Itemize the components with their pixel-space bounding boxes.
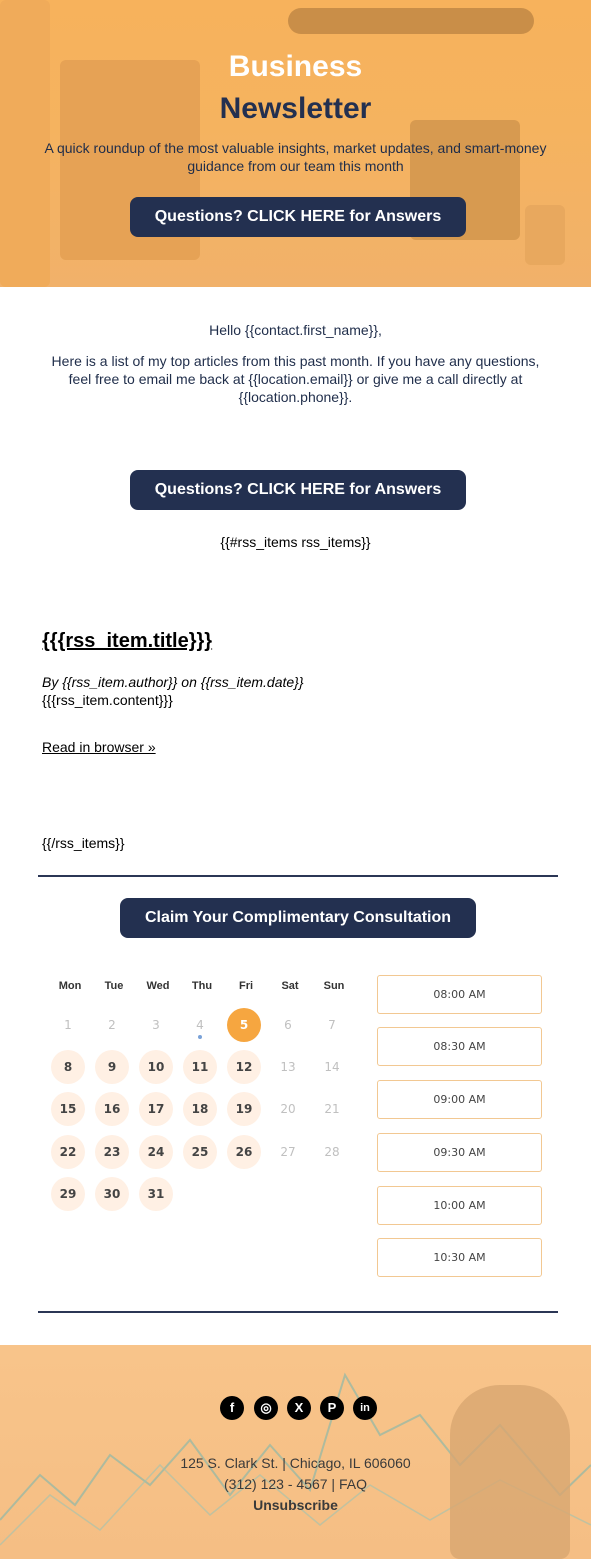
calendar-day-14: 14 bbox=[324, 1060, 340, 1074]
weekday-sun: Sun bbox=[323, 980, 345, 992]
weekday-thu: Thu bbox=[191, 980, 213, 992]
time-slot-button[interactable]: 10:30 AM bbox=[377, 1238, 542, 1277]
calendar-day-26[interactable]: 26 bbox=[227, 1135, 261, 1169]
calendar-day-15[interactable]: 15 bbox=[51, 1092, 85, 1126]
calendar-day-9[interactable]: 9 bbox=[95, 1050, 129, 1084]
hero-questions-button[interactable]: Questions? CLICK HERE for Answers bbox=[130, 197, 466, 237]
rss-loop-open: {{#rss_items rss_items}} bbox=[220, 534, 371, 550]
pinterest-icon[interactable]: P bbox=[320, 1396, 344, 1420]
rss-loop-close: {{/rss_items}} bbox=[42, 835, 125, 851]
calendar-day-20: 20 bbox=[280, 1102, 296, 1116]
calendar-day-19[interactable]: 19 bbox=[227, 1092, 261, 1126]
calendar-day-5[interactable]: 5 bbox=[227, 1008, 261, 1042]
footer bbox=[0, 1345, 591, 1559]
time-slot-button[interactable]: 10:00 AM bbox=[377, 1186, 542, 1225]
calendar-day-23[interactable]: 23 bbox=[95, 1135, 129, 1169]
hero-title-line2: Newsletter bbox=[219, 92, 372, 125]
instagram-icon[interactable]: ◎ bbox=[254, 1396, 278, 1420]
calendar-day-21: 21 bbox=[324, 1102, 340, 1116]
weekday-mon: Mon bbox=[58, 980, 82, 992]
x-icon[interactable]: X bbox=[287, 1396, 311, 1420]
today-indicator-dot bbox=[198, 1035, 202, 1039]
unsubscribe-link[interactable]: Unsubscribe bbox=[253, 1497, 338, 1513]
greeting-text: Hello {{contact.first_name}}, bbox=[209, 322, 382, 338]
calendar-day-7: 7 bbox=[328, 1018, 336, 1032]
weekday-tue: Tue bbox=[104, 980, 124, 992]
calendar-day-27: 27 bbox=[280, 1145, 296, 1159]
weekday-fri: Fri bbox=[238, 980, 254, 992]
footer-person-photo bbox=[450, 1385, 570, 1559]
linkedin-icon[interactable]: in bbox=[353, 1396, 377, 1420]
calendar-day-24[interactable]: 24 bbox=[139, 1135, 173, 1169]
calendar-day-11[interactable]: 11 bbox=[183, 1050, 217, 1084]
calendar-day-29[interactable]: 29 bbox=[51, 1177, 85, 1211]
calendar-day-31[interactable]: 31 bbox=[139, 1177, 173, 1211]
calendar-day-28: 28 bbox=[324, 1145, 340, 1159]
weekday-sat: Sat bbox=[281, 980, 299, 992]
calendar-day-13: 13 bbox=[280, 1060, 296, 1074]
hero-subtitle: A quick roundup of the most valuable insights, market updates, and smart-money guidance from our team this month bbox=[44, 140, 547, 174]
calendar-day-2: 2 bbox=[108, 1018, 116, 1032]
consultation-button[interactable]: Claim Your Complimentary Consultation bbox=[120, 898, 476, 938]
facebook-icon[interactable]: f bbox=[220, 1396, 244, 1420]
calendar-day-3: 3 bbox=[152, 1018, 160, 1032]
divider-top bbox=[38, 875, 558, 877]
calendar-day-10[interactable]: 10 bbox=[139, 1050, 173, 1084]
hero-title-line1: Business bbox=[228, 50, 363, 83]
calendar-day-22[interactable]: 22 bbox=[51, 1135, 85, 1169]
read-in-browser-link[interactable]: Read in browser » bbox=[42, 739, 156, 755]
intro-paragraph: Here is a list of my top articles from this past month. If you have any questions, feel free to email me back at {{location.email}} or give me a call directly at {{location.phone}}. bbox=[51, 353, 540, 405]
calendar-day-18[interactable]: 18 bbox=[183, 1092, 217, 1126]
calendar-day-4: 4 bbox=[196, 1018, 204, 1032]
footer-phone-faq[interactable]: (312) 123 - 4567 | FAQ bbox=[224, 1476, 367, 1492]
rss-item-title[interactable]: {{{rss_item.title}}} bbox=[42, 630, 213, 652]
time-slot-button[interactable]: 09:00 AM bbox=[377, 1080, 542, 1119]
time-slot-button[interactable]: 08:00 AM bbox=[377, 975, 542, 1014]
calendar-day-12[interactable]: 12 bbox=[227, 1050, 261, 1084]
time-slot-button[interactable]: 09:30 AM bbox=[377, 1133, 542, 1172]
calendar-day-6: 6 bbox=[284, 1018, 292, 1032]
rss-item-meta: By {{rss_item.author}} on {{rss_item.date}} bbox=[42, 674, 304, 690]
calendar-day-16[interactable]: 16 bbox=[95, 1092, 129, 1126]
calendar-day-30[interactable]: 30 bbox=[95, 1177, 129, 1211]
footer-address: 125 S. Clark St. | Chicago, IL 606060 bbox=[180, 1455, 411, 1471]
calendar-day-17[interactable]: 17 bbox=[139, 1092, 173, 1126]
calendar-day-1: 1 bbox=[64, 1018, 72, 1032]
rss-item-content: {{{rss_item.content}}} bbox=[42, 692, 173, 708]
time-slot-button[interactable]: 08:30 AM bbox=[377, 1027, 542, 1066]
weekday-wed: Wed bbox=[146, 980, 170, 992]
calendar-day-8[interactable]: 8 bbox=[51, 1050, 85, 1084]
hero-photo-shape bbox=[288, 8, 534, 34]
hero-photo-shape bbox=[525, 205, 565, 265]
questions-button[interactable]: Questions? CLICK HERE for Answers bbox=[130, 470, 466, 510]
calendar-day-25[interactable]: 25 bbox=[183, 1135, 217, 1169]
divider-bottom bbox=[38, 1311, 558, 1313]
